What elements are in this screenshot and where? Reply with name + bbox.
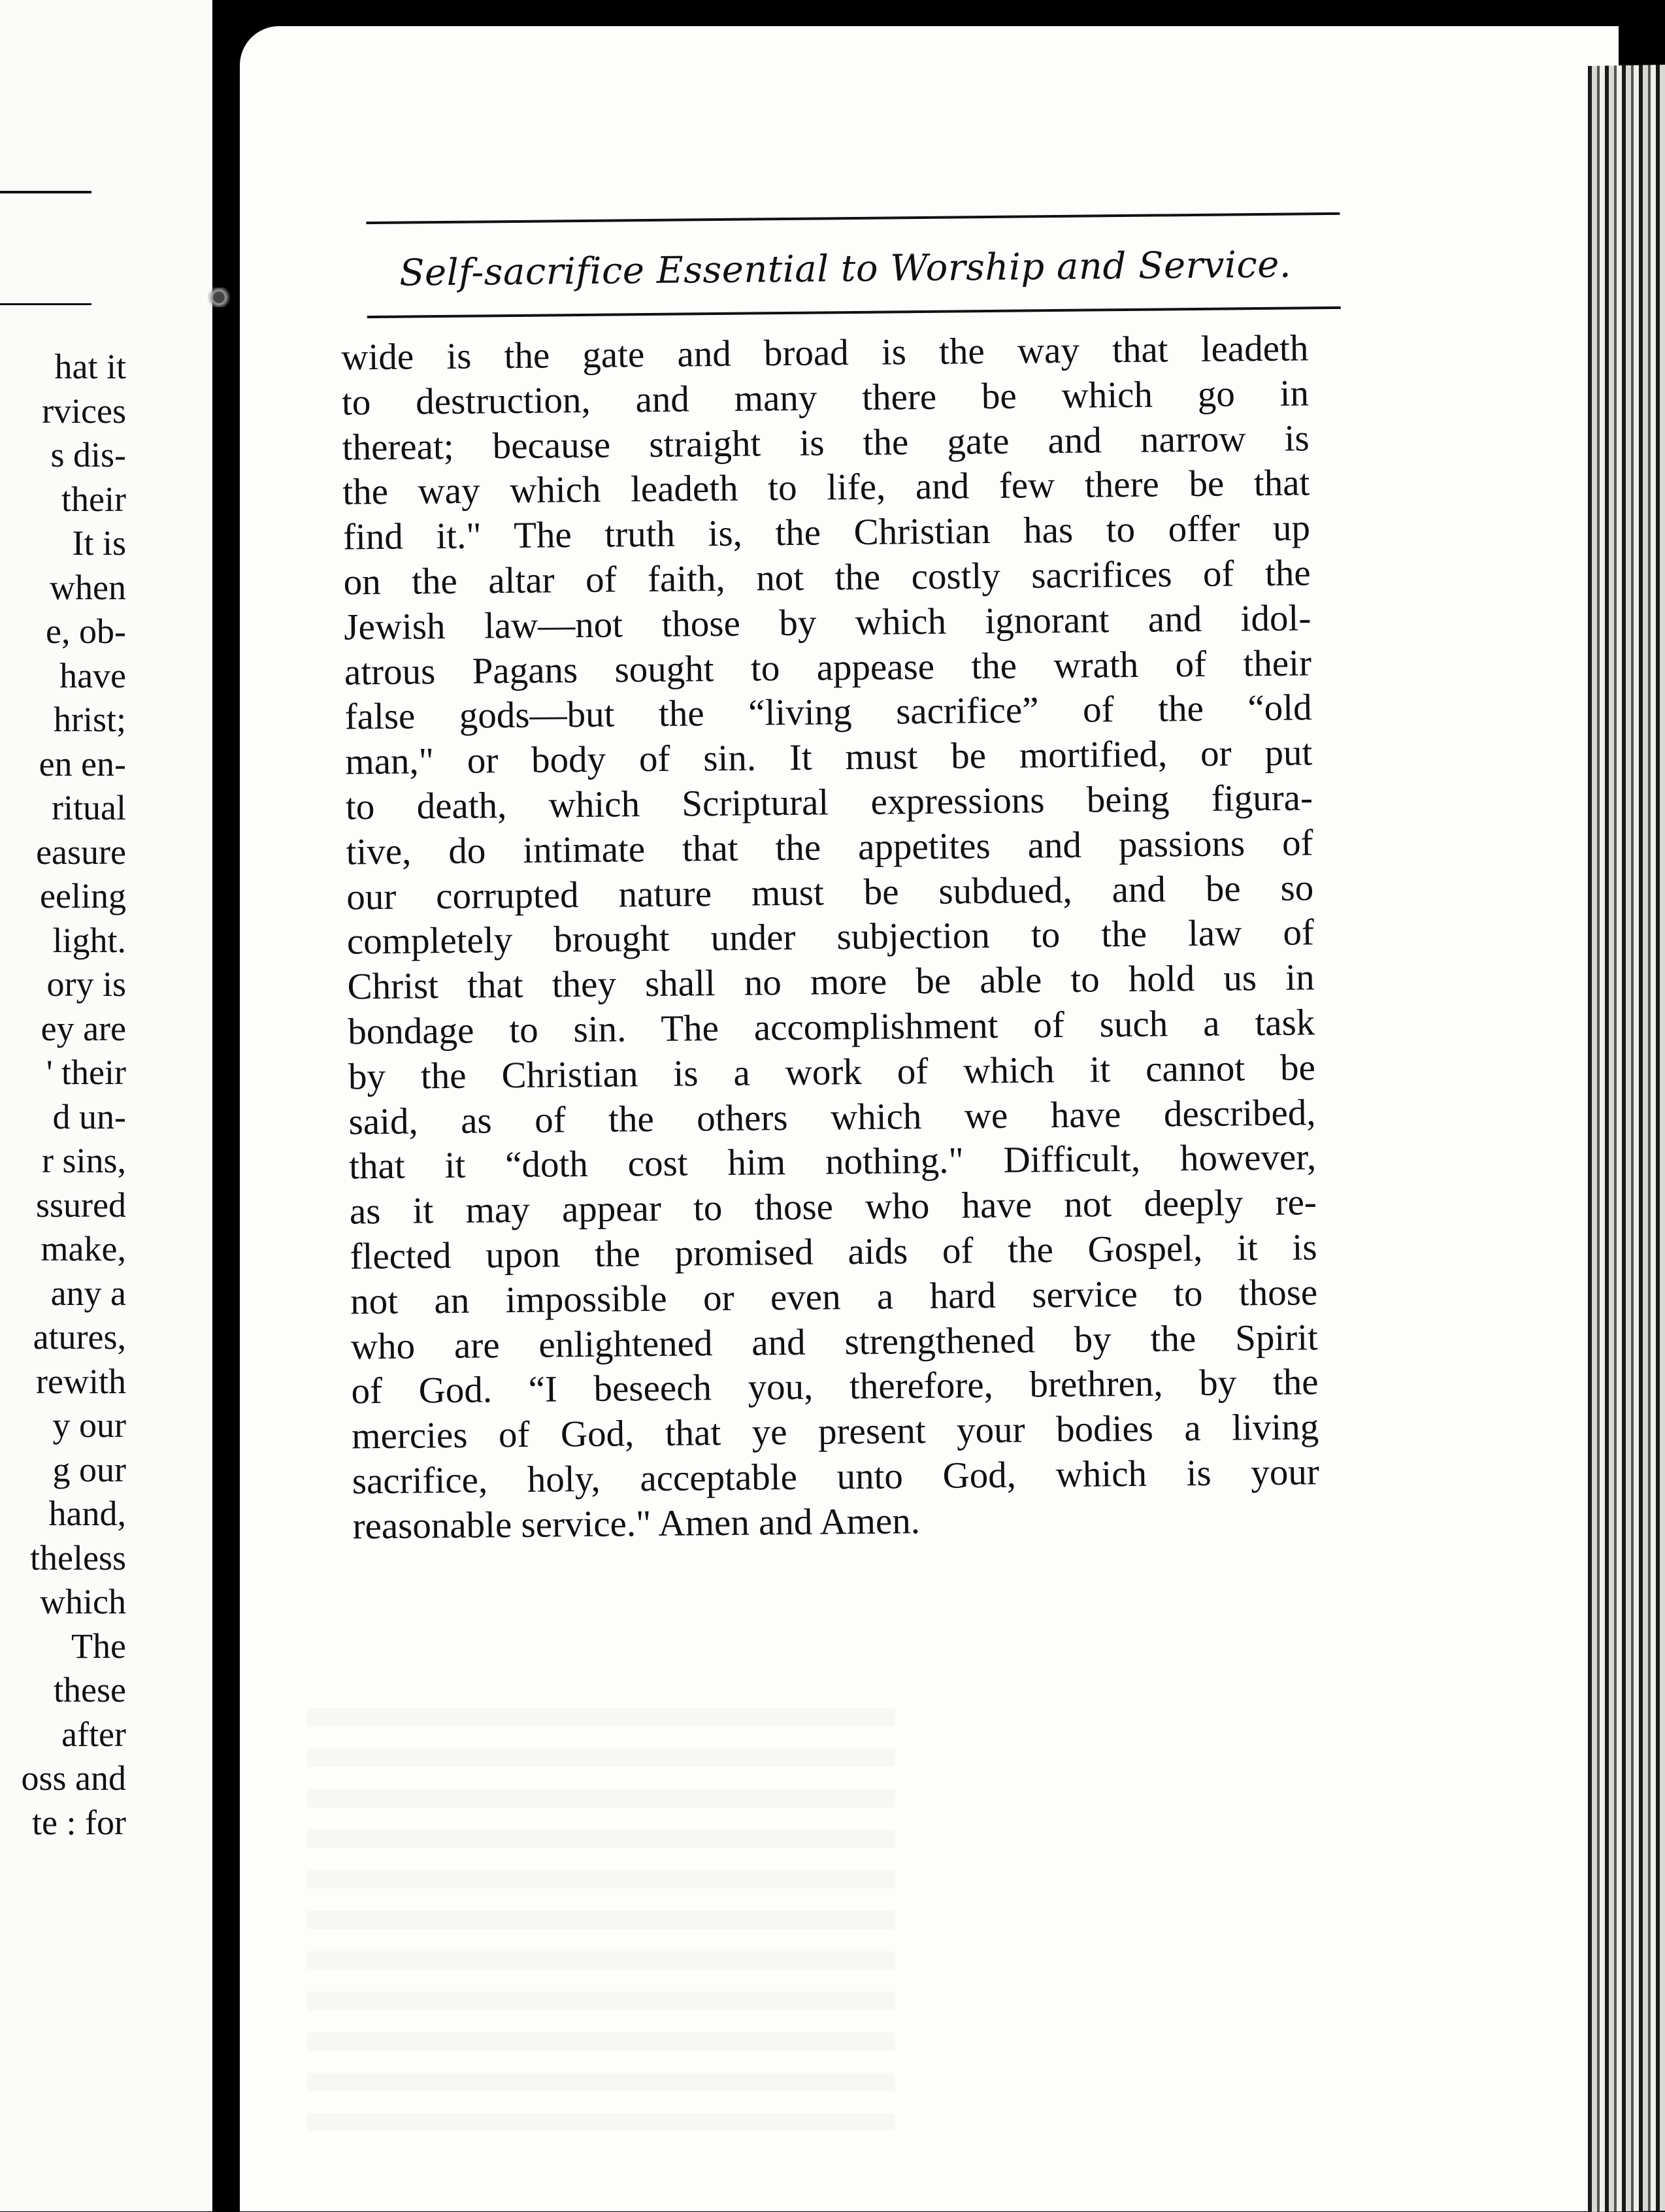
right-page-content [307,186,1392,1549]
text-line: Christ that they shall no more be able to hold us in [347,957,1315,1008]
text-line: false gods—but the “living sacrifice” of the “old [344,687,1312,738]
text-line: any a [50,1273,126,1313]
text-line: by the Christian is a work of which it cannot be [348,1047,1316,1098]
text-line: It is [72,523,126,563]
text-line: te : for [32,1802,126,1842]
text-line: completely brought under subjection to the law of [346,912,1315,963]
text-line: that it “doth cost him nothing." Difficult, however, [348,1136,1317,1187]
show-through-text [307,1686,895,2130]
book-gutter [212,0,240,2211]
text-line: The [71,1626,126,1666]
text-line: the way which leadeth to life, and few there be that [342,462,1310,513]
text-line: find it." The truth is, the Christian has to offer up [342,507,1311,558]
body-text [341,325,1392,1549]
text-line: ssured [36,1185,126,1225]
text-line: sacrifice, holy, acceptable unto God, which is your [352,1451,1320,1502]
text-line: wide is the gate and broad is the way that leadeth [341,327,1309,378]
text-line: which [40,1582,126,1621]
text-line: Jewish law—not those by which ignorant and idol- [344,597,1311,648]
text-line: on the altar of faith, not the costly sacrifices of the [343,552,1311,603]
text-line: our corrupted nature must be subdued, and be so [346,867,1314,918]
left-header-rule-bottom [0,303,91,305]
text-line: rvices [42,391,126,431]
text-line: atures, [33,1317,126,1357]
text-line: atrous Pagans sought to appease the wrath of their [344,642,1312,693]
header-rule-top [366,212,1340,224]
text-line: en en- [39,744,126,784]
scan-speck [205,288,233,307]
text-line: after [61,1714,126,1754]
text-line: y our [52,1406,126,1445]
text-line: said, as of the others which we have described, [348,1091,1316,1143]
text-line: rewith [36,1361,126,1401]
text-line: man," or body of sin. It must be mortified, or put [345,732,1313,783]
text-line: ' their [46,1053,126,1092]
header-rule-bottom [367,306,1341,318]
running-head: Self-sacrifice Essential to Worship and Service. [399,243,1292,295]
text-line: thereat; because straight is the gate and narrow is [342,417,1310,469]
text-line: eeling [40,876,126,916]
text-line: not an impossible or even a hard service to those [350,1271,1318,1323]
text-line: g our [52,1449,126,1489]
text-line: their [61,479,126,519]
text-line: easure [36,832,126,872]
text-line: of God. “I beseech you, therefore, brethren, by the [351,1361,1319,1412]
text-line: bondage to sin. The accomplishment of such a task [347,1002,1315,1053]
text-line: hrist; [53,700,126,739]
page-edges [1588,65,1665,2212]
left-facing-page [0,0,212,2211]
left-page-text [22,345,127,1845]
text-line: as it may appear to those who have not deeply re- [349,1181,1317,1232]
text-line: ey are [41,1008,126,1048]
text-line: to death, which Scriptural expressions being figura- [345,777,1313,828]
text-line: flected upon the promised aids of the Gospel, it is [350,1227,1317,1278]
text-line: r sins, [41,1141,126,1180]
text-line: hat it [54,347,126,386]
text-line: ory is [46,965,126,1004]
text-line: hand, [48,1494,126,1533]
text-line: light. [52,920,126,960]
text-line: ritual [52,788,126,827]
text-line: d un- [52,1097,126,1136]
text-line: when [50,567,126,607]
text-line: tive, do intimate that the appetites and passions of [346,822,1313,873]
text-line: reasonable service." Amen and Amen. [352,1500,921,1547]
text-line: who are enlightened and strengthened by the Spirit [350,1316,1319,1367]
text-line: to destruction, and many there be which go in [341,372,1310,423]
text-line: oss and [21,1758,126,1798]
text-line: theless [30,1538,126,1577]
text-line: these [54,1670,126,1709]
text-line: mercies of God, that ye present your bodies a living [351,1406,1319,1457]
text-line: have [59,655,126,695]
text-line: make, [41,1229,126,1268]
text-line: e, ob- [46,612,126,651]
text-line: s dis- [50,435,126,474]
left-header-rule-top [0,191,91,193]
